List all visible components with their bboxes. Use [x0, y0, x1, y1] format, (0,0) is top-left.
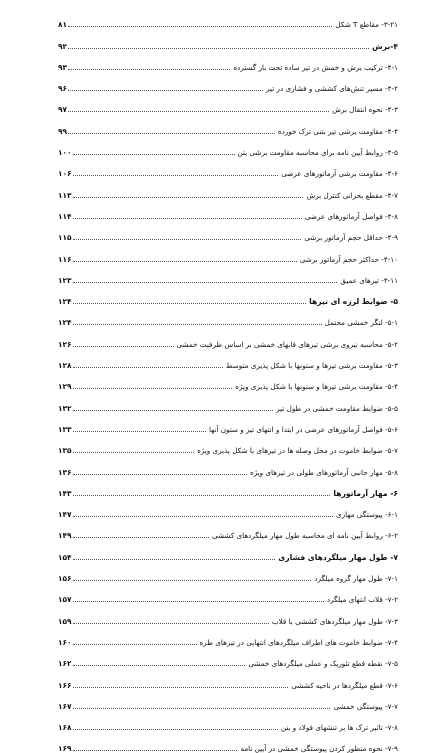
dot-leader — [73, 367, 223, 368]
dot-leader — [73, 474, 247, 475]
toc-row[interactable] — [58, 200, 398, 221]
toc-page-number: ۱۲۴ — [58, 297, 72, 307]
toc-chapter-row[interactable] — [58, 29, 398, 50]
toc-row[interactable] — [58, 604, 398, 625]
dot-leader — [73, 580, 312, 581]
toc-page-number: ۱۳۶ — [58, 467, 72, 477]
toc-row[interactable] — [58, 93, 398, 114]
toc-entry-title: ۴-۲- مسیر تنش‌های کششی و فشاری در تیر — [266, 84, 398, 94]
dot-leader — [68, 26, 332, 27]
toc-entry-title: ۷-۱- طول مهار گروه میلگرد — [314, 574, 398, 584]
dot-leader — [73, 218, 302, 219]
toc-page-number: ۱۵۶ — [58, 574, 72, 584]
toc-entry-title: ۴-۹- حداقل حجم آرماتور برشی — [304, 233, 398, 243]
dot-leader — [73, 665, 246, 666]
toc-row[interactable] — [58, 114, 398, 135]
toc-page-number: ۱۰۶ — [58, 169, 72, 179]
dot-leader — [73, 452, 195, 453]
toc-row[interactable] — [58, 8, 398, 29]
toc-entry-title: ۷-۵- نقطه قطع تئوریک و عملی میلگردهای خمشی — [248, 659, 398, 669]
toc-entry-title: ۵- ضوابط لرزه ای تیرها — [309, 297, 398, 307]
toc-entry-title: ۷-۹- نحوه منظور کردن پیوستگی خمشی در آیین نامه — [240, 744, 398, 753]
toc-entry-title: ۴-۱- ترکیب برش و خمش در تیر ساده تحت بار گسترده — [233, 62, 398, 72]
toc-page-number: ۱۶۰ — [58, 637, 72, 647]
toc-entry-title: ۴-۱۱- تیرهای عمیق — [340, 275, 398, 285]
toc-row[interactable] — [58, 732, 398, 753]
toc-page-number: ۱۰۰ — [58, 148, 72, 158]
toc-page-number: ۱۴۹ — [58, 531, 72, 541]
toc-page-number: ۱۲۴ — [58, 318, 72, 328]
toc-page-number: ۱۲۹ — [58, 382, 72, 392]
dot-leader — [73, 261, 297, 262]
toc-entry-title: ۷-۴- ضوابط خاموت های اطراف میلگردهای انتهایی در تیرهای طره — [199, 637, 398, 647]
toc-page-number: ۱۱۶ — [58, 254, 72, 264]
dot-leader — [73, 154, 235, 155]
toc-entry-title: ۴-برش — [372, 41, 398, 51]
toc-row[interactable] — [58, 668, 398, 689]
toc-page-number: ۱۵۴ — [58, 552, 72, 562]
toc-entry-title: ۵-۵- ضوابط مقاومت خمشی در طول تیر — [276, 403, 398, 413]
toc-entry-title: ۵-۷- ضوابط خاموت در محل وصله ها در تیرهای با شکل پذیری ویژه — [197, 446, 398, 456]
toc-page-number: ۱۶۶ — [58, 680, 72, 690]
toc-row[interactable] — [58, 178, 398, 199]
toc-page-number: ۱۳۵ — [58, 446, 72, 456]
toc-entry-title: ۶-۲- روابط آیین نامه ای محاسبه طول مهار میلگردهای کششی — [212, 531, 398, 541]
dot-leader — [68, 133, 275, 134]
toc-row[interactable] — [58, 498, 398, 519]
toc-row[interactable] — [58, 519, 398, 540]
dot-leader — [73, 516, 333, 517]
dot-leader — [73, 303, 307, 304]
toc-row[interactable] — [58, 157, 398, 178]
toc-row[interactable] — [58, 562, 398, 583]
toc-entry-title: ۴-۸- فواصل آرماتورهای عرضی — [304, 211, 398, 221]
toc-entry-title: ۴-۵- روابط آیین نامه برای محاسبه مقاومت برشی بتن — [237, 148, 398, 158]
toc-row[interactable] — [58, 221, 398, 242]
dot-leader — [73, 388, 233, 389]
dot-leader — [73, 175, 279, 176]
dot-leader — [68, 111, 329, 112]
toc-page-number: ۱۱۴ — [58, 211, 72, 221]
toc-chapter-row[interactable] — [58, 540, 398, 561]
dot-leader — [73, 559, 276, 560]
dot-leader — [73, 431, 206, 432]
toc-chapter-row[interactable] — [58, 285, 398, 306]
toc-entry-title: ۴-۱۰- حداکثر حجم آرماتور برشی — [299, 254, 398, 264]
dot-leader — [68, 69, 230, 70]
dot-leader — [73, 282, 338, 283]
toc-row[interactable] — [58, 51, 398, 72]
dot-leader — [73, 324, 322, 325]
toc-entry-title: ۶- مهار آرماتورها — [333, 488, 398, 498]
dot-leader — [73, 495, 331, 496]
dot-leader — [73, 623, 269, 624]
toc-row[interactable] — [58, 391, 398, 412]
toc-chapter-row[interactable] — [58, 477, 398, 498]
dot-leader — [68, 48, 369, 49]
toc-page-number: ۱۲۳ — [58, 275, 72, 285]
toc-row[interactable] — [58, 327, 398, 348]
dot-leader — [73, 239, 302, 240]
toc-entry-title: ۴-۳- نحوه انتقال برش — [332, 105, 398, 115]
toc-row[interactable] — [58, 647, 398, 668]
toc-row[interactable] — [58, 370, 398, 391]
dot-leader — [73, 537, 209, 538]
toc-page-number: ۱۶۹ — [58, 744, 72, 753]
toc-page-number: ۱۳۲ — [58, 403, 72, 413]
toc-entry-title: ۷-۸- تاثیر ترک ها بر تنشهای فولاد و بتن — [280, 723, 398, 733]
toc-entry-title: ۷-۲- قلاب انتهای میلگرد — [326, 595, 398, 605]
toc-page-number: ۱۶۷ — [58, 701, 72, 711]
toc-page-number: ۱۲۸ — [58, 361, 72, 371]
dot-leader — [73, 750, 238, 751]
toc-page-number: ۸۱ — [58, 20, 68, 30]
dot-leader — [73, 729, 278, 730]
toc-row[interactable] — [58, 242, 398, 263]
toc-entry-title: ۵-۸- مهار جانبی آرماتورهای طولی در تیرهای ویژه — [249, 467, 398, 477]
dot-leader — [68, 90, 263, 91]
toc-entry-title: ۴-۶- مقاومت برشی آرماتورهای عرضی — [281, 169, 398, 179]
toc-entry-title: ۷-۷- پیوستگی خمشی — [333, 701, 398, 711]
toc-page-number: ۱۴۷ — [58, 510, 72, 520]
toc-page-number: ۹۳ — [58, 62, 68, 72]
toc-page-number: ۹۶ — [58, 84, 68, 94]
toc-entry-title: ۷-۳- طول مهار میلگردهای کششی با قلاب — [271, 616, 398, 626]
dot-leader — [73, 708, 331, 709]
toc-entry-title: ۷- طول مهار میلگردهای فشاری — [278, 552, 398, 562]
toc-page-number: ۱۱۳ — [58, 190, 72, 200]
toc-row[interactable] — [58, 626, 398, 647]
toc-row[interactable] — [58, 413, 398, 434]
dot-leader — [73, 410, 274, 411]
toc-entry-title: ۶-۱- پیوستگی مهاری — [336, 510, 398, 520]
toc-page-number: ۹۲ — [58, 41, 68, 51]
toc-row[interactable] — [58, 583, 398, 604]
toc-page-number: ۱۳۳ — [58, 424, 72, 434]
toc-page-number: ۱۶۸ — [58, 723, 72, 733]
toc-entry-title: ۵-۶- فواصل آرماتورهای عرضی در ابتدا و انتهای تیر و ستون آنها — [208, 424, 398, 434]
table-of-contents — [58, 8, 398, 753]
toc-row[interactable] — [58, 349, 398, 370]
toc-page-number: ۱۴۳ — [58, 488, 72, 498]
toc-entry-title: ۷-۶- قطع میلگردها در ناحیه کششی — [291, 680, 398, 690]
toc-row[interactable] — [58, 434, 398, 455]
dot-leader — [73, 197, 304, 198]
toc-row[interactable] — [58, 455, 398, 476]
toc-row[interactable] — [58, 306, 398, 327]
toc-row[interactable] — [58, 690, 398, 711]
toc-entry-title: ۴-۴- مقاومت برشی تیر بتنی ترک خورده — [277, 126, 398, 136]
toc-entry-title: ۵-۳- مقاومت برشی تیرها و ستونها با شکل پذیری متوسط — [225, 361, 398, 371]
toc-page-number: ۱۵۹ — [58, 616, 72, 626]
toc-entry-title: ۵-۲- محاسبه نیروی برشی تیرهای قابهای خمشی بر اساس ظرفیت خمشی — [176, 339, 398, 349]
dot-leader — [73, 601, 324, 602]
toc-row[interactable] — [58, 72, 398, 93]
toc-page-number: ۱۶۲ — [58, 659, 72, 669]
toc-row[interactable] — [58, 136, 398, 157]
toc-page-number: ۹۹ — [58, 126, 68, 136]
toc-entry-title: ۴-۷- مقطع بحرانی کنترل برش — [306, 190, 398, 200]
toc-page-number: ۱۱۵ — [58, 233, 72, 243]
toc-entry-title: ۳-۲۱- مقاطع T شکل — [335, 20, 398, 30]
dot-leader — [73, 346, 174, 347]
toc-page-number: ۱۲۶ — [58, 339, 72, 349]
toc-row[interactable] — [58, 711, 398, 732]
toc-entry-title: ۵-۱- لنگر خمشی محتمل — [324, 318, 398, 328]
toc-row[interactable] — [58, 264, 398, 285]
dot-leader — [73, 687, 289, 688]
toc-page-number: ۱۵۷ — [58, 595, 72, 605]
toc-page-number: ۹۷ — [58, 105, 68, 115]
toc-entry-title: ۵-۴- مقاومت برشی تیرها و ستونها با شکل پذیری ویژه — [235, 382, 398, 392]
dot-leader — [73, 644, 197, 645]
